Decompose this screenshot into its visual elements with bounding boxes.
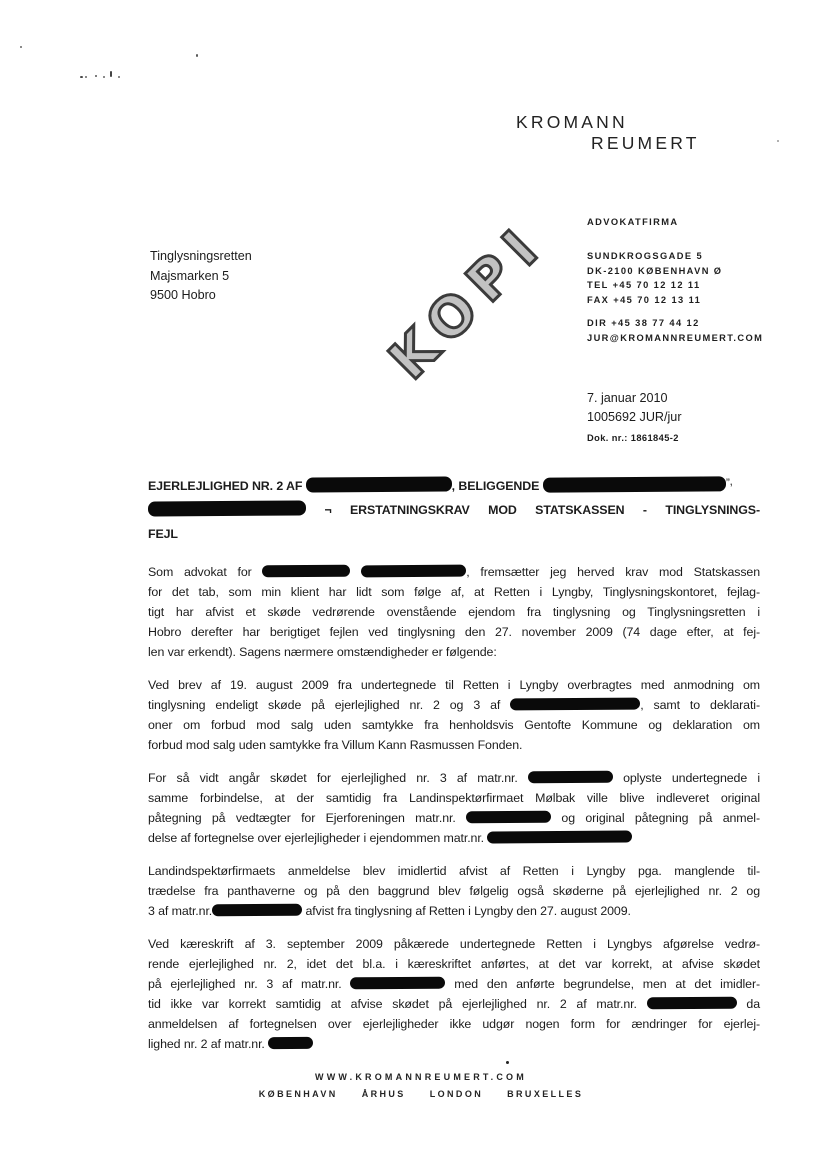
body-line: for det tab, som min klient har lidt som følge af, at Retten i Lyngby, Tinglysningskontoret, fejlag- <box>148 585 760 600</box>
letterhead-contact-block <box>587 217 763 346</box>
direct-contact <box>587 316 763 345</box>
firm-address <box>587 249 763 307</box>
body-line: len var erkendt). Sagens nærmere omstændigheder er følgende: <box>148 645 497 660</box>
case-number: 1005692 JUR/jur <box>587 410 682 424</box>
logo-line-2: REUMERT <box>591 133 700 153</box>
redaction-bar <box>487 831 632 844</box>
body-paragraph <box>148 934 760 1054</box>
footer-website: WWW.KROMANNREUMERT.COM <box>315 1072 527 1082</box>
body-line: oner om forbud mod salg uden samtykke fra henholdsvis Gentofte Kommune og deklaration om <box>148 718 760 733</box>
scan-artifact <box>196 54 198 57</box>
logo-line-1: KROMANN <box>516 112 628 132</box>
letter-body <box>148 470 760 1067</box>
body-line: trædelse fra panthaverne og på den baggrund blev følgelig også skøderne på ejerlejlighed nr. 2 og <box>148 884 760 899</box>
recipient-city: 9500 Hobro <box>150 288 216 302</box>
phone-line: TEL +45 70 12 12 11 <box>587 280 701 291</box>
body-line: rende ejerlejlighed nr. 2, idet det bl.a. i kæreskriftet anførtes, at det var korrekt, at afvise skødet <box>148 957 760 972</box>
kopi-stamp: KOPI <box>376 210 558 392</box>
page-footer <box>115 1072 727 1099</box>
body-line: For så vidt angår skødet for ejerlejlighed nr. 3 af matr.nr. oplyste undertegnede i <box>148 771 760 786</box>
email-line: JUR@KROMANNREUMERT.COM <box>587 332 764 343</box>
subject-line: EJERLEJLIGHED NR. 2 AF , BELIGGENDE ”, <box>148 477 733 494</box>
body-line: på ejerlejlighed nr. 3 af matr.nr. med den anførte begrundelse, men at det imidler- <box>148 977 760 992</box>
scan-artifact <box>80 76 83 78</box>
subject-heading <box>148 470 760 546</box>
letter-date: 7. januar 2010 <box>587 391 668 405</box>
direct-phone-line: DIR +45 38 77 44 12 <box>587 318 700 329</box>
body-paragraph <box>148 562 760 662</box>
body-line: tid ikke var korrekt samtidig at afvise skødet på ejerlejlighed nr. 2 af matr.nr. da <box>148 997 760 1012</box>
fax-line: FAX +45 70 12 13 11 <box>587 294 702 305</box>
redaction-bar <box>543 476 726 492</box>
body-line: påtegning på vedtægter for Ejerforeningen matr.nr. og original påtegning på anmel- <box>148 811 760 826</box>
body-paragraph <box>148 675 760 755</box>
body-paragraph <box>148 861 760 921</box>
body-line: Hobro derefter har berigtiget fejlen ved tinglysning den 27. november 2009 (74 dage efter, at fej- <box>148 625 760 640</box>
redaction-bar <box>510 698 640 711</box>
redaction-bar <box>361 565 466 578</box>
scan-mark: ”, <box>725 477 733 487</box>
body-line: tigt har afvist et skøde vedrørende ovenstående ejendom fra tinglysning og Tinglysningsretten i <box>148 605 760 620</box>
company-logo <box>516 112 700 154</box>
firm-type-label: ADVOKATFIRMA <box>587 217 679 227</box>
body-line: Ved kæreskrift af 3. september 2009 påkærede undertegnede Retten i Lyngbys afgørelse vedrø- <box>148 937 760 952</box>
body-line: 3 af matr.nr. afvist fra tinglysning af Retten i Lyngby den 27. august 2009. <box>148 904 631 919</box>
redaction-bar <box>262 565 350 578</box>
reference-block <box>587 389 682 448</box>
address-line: SUNDKROGSGADE 5 <box>587 251 704 261</box>
body-line: Som advokat for , fremsætter jeg herved krav mod Statskassen <box>148 565 761 580</box>
footer-offices <box>115 1089 727 1099</box>
body-line: forbud mod salg uden samtykke fra Villum Kann Rasmussen Fonden. <box>148 738 523 753</box>
scan-artifact <box>777 140 779 142</box>
scan-artifact <box>118 76 120 78</box>
address-line: DK-2100 KØBENHAVN Ø <box>587 265 723 276</box>
body-paragraph <box>148 768 760 848</box>
footer-city: KØBENHAVN <box>258 1089 338 1099</box>
recipient-address <box>150 247 252 306</box>
redaction-bar <box>268 1037 313 1049</box>
scan-artifact <box>85 76 87 78</box>
body-line: tinglysning endeligt skøde på ejerlejlighed nr. 2 og 3 af , samt to deklarati- <box>148 698 760 713</box>
body-line: delse af fortegnelse over ejerlejligheder i ejendommen matr.nr. <box>148 828 760 848</box>
body-line: samme forbindelse, at der samtidig fra Landinspektørfirmaet Mølbak ville blive indleveret original <box>148 791 760 806</box>
scan-artifact <box>103 76 105 78</box>
scan-artifact <box>110 71 112 77</box>
redaction-bar <box>350 977 445 990</box>
redaction-bar <box>528 771 613 784</box>
subject-line: ¬ ERSTATNINGSKRAV MOD STATSKASSEN - TINGLYSNINGS- <box>148 498 760 522</box>
redaction-bar <box>466 811 551 824</box>
subject-line: FEJL <box>148 527 178 542</box>
body-line: anmeldelsen af fortegnelsen over ejerlejligheder ikke udgør nogen form for ændringer for ejerlej- <box>148 1017 760 1032</box>
recipient-street: Majsmarken 5 <box>150 268 230 283</box>
recipient-name: Tinglysningsretten <box>150 249 252 263</box>
footer-city: ÅRHUS <box>361 1089 406 1099</box>
document-number: Dok. nr.: 1861845-2 <box>587 433 679 443</box>
footer-city: LONDON <box>429 1089 484 1099</box>
body-paragraphs <box>148 562 760 1054</box>
redaction-bar <box>647 997 737 1010</box>
footer-city: BRUXELLES <box>507 1089 584 1099</box>
scan-artifact <box>20 46 22 48</box>
body-line: Landindspektørfirmaets anmeldelse blev imidlertid afvist af Retten i Lyngby pga. manglende til- <box>148 864 760 879</box>
redaction-bar <box>306 477 452 493</box>
body-line: Ved brev af 19. august 2009 fra undertegnede til Retten i Lyngby overbragtes med anmodning om <box>148 678 760 693</box>
scan-artifact <box>95 75 97 77</box>
redaction-bar <box>148 501 306 517</box>
redaction-bar <box>212 904 302 917</box>
body-line: lighed nr. 2 af matr.nr. <box>148 1034 760 1054</box>
